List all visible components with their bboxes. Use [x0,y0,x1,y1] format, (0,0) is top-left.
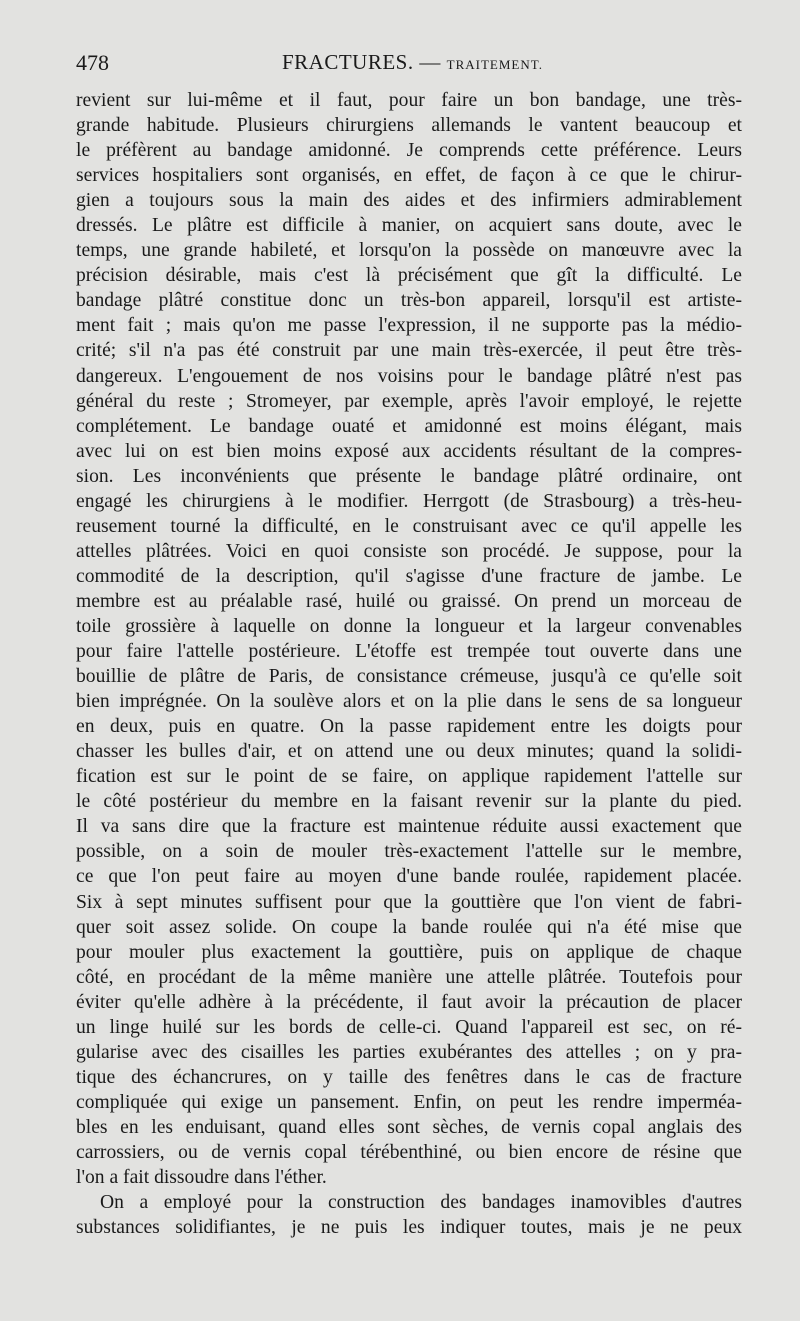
text-line: membre est au préalable rasé, huilé ou graissé. On prend un morceau de [76,590,742,612]
title-separator: — [419,50,441,74]
running-title [282,50,543,75]
text-line: bles en les enduisant, quand elles sont sèches, de vernis copal anglais des [76,1116,742,1138]
text-line: bouillie de plâtre de Paris, de consistance crémeuse, jusqu'à ce qu'elle soit [76,666,742,688]
text-line: attelles plâtrées. Voici en quoi consiste son procédé. Je suppose, pour la [76,540,742,562]
text-line: crité; s'il n'a pas été construit par une main très-exercée, il peut être très- [76,340,742,362]
text-line: toile grossière à laquelle on donne la longueur et la largeur convenables [76,615,742,637]
text-line: un linge huilé sur les bords de celle-ci. Quand l'appareil est sec, on ré- [76,1016,742,1038]
text-line: ce que l'on peut faire au moyen d'une bande roulée, rapidement placée. [76,866,742,888]
text-line: ment fait ; mais qu'on me passe l'expression, il ne supporte pas la médio- [76,315,742,337]
section-subtitle: TRAITEMENT. [446,57,543,72]
text-line: pour mouler plus exactement la gouttière, puis on applique de chaque [76,941,742,963]
text-line: Il va sans dire que la fracture est maintenue réduite aussi exactement que [76,816,742,838]
text-line: pour faire l'attelle postérieure. L'étoffe est trempée tout ouverte dans une [76,641,742,663]
running-header [76,46,742,78]
text-line: le côté postérieur du membre en la faisant revenir sur la plante du pied. [76,791,742,813]
text-line: temps, une grande habileté, et lorsqu'on la possède on manœuvre avec la [76,240,742,262]
text-line: bien imprégnée. On la soulève alors et on la plie dans le sens de sa longueur [76,691,742,713]
text-line: gularise avec des cisailles les parties exubérantes des attelles ; on y pra- [76,1041,742,1063]
text-line: avec lui on est bien moins exposé aux accidents résultant de la compres- [76,440,742,462]
text-line: services hospitaliers sont organisés, en effet, de façon à ce que le chirur- [76,165,742,187]
text-line: chasser les bulles d'air, et on attend une ou deux minutes; quand la solidi- [76,741,742,763]
text-line: gien a toujours sous la main des aides et des infirmiers admirablement [76,190,742,212]
text-line: dressés. Le plâtre est difficile à manier, on acquiert sans doute, avec le [76,215,742,237]
text-line: substances solidifiantes, je ne puis les indiquer toutes, mais je ne peux [76,1217,742,1239]
text-line: compliquée qui exige un pansement. Enfin, on peut les rendre imperméa- [76,1091,742,1113]
text-line: côté, en procédant de la même manière une attelle plâtrée. Toutefois pour [76,966,742,988]
text-line: bandage plâtré constitue donc un très-bon appareil, lorsqu'il est artiste- [76,290,742,312]
text-line: le préfèrent au bandage amidonné. Je comprends cette préférence. Leurs [76,140,742,162]
text-line: général du reste ; Stromeyer, par exemple, après l'avoir employé, le rejette [76,390,742,412]
text-line: complétement. Le bandage ouaté et amidonné est moins élégant, mais [76,415,742,437]
text-line: l'on a fait dissoudre dans l'éther. [76,1167,327,1189]
text-line: éviter qu'elle adhère à la précédente, il faut avoir la précaution de placer [76,991,742,1013]
chapter-title: FRACTURES. [282,50,414,74]
text-line: On a employé pour la construction des bandages inamovibles d'autres [100,1192,742,1214]
text-line: dangereux. L'engouement de nos voisins pour le bandage plâtré n'est pas [76,365,742,387]
text-line: sion. Les inconvénients que présente le bandage plâtré ordinaire, ont [76,465,742,487]
page-number: 478 [76,50,109,75]
text-line: revient sur lui-même et il faut, pour faire un bon bandage, une très- [76,90,742,111]
text-line: grande habitude. Plusieurs chirurgiens allemands le vantent beaucoup et [76,115,742,137]
text-line: quer soit assez solide. On coupe la bande roulée qui n'a été mise que [76,916,742,938]
text-line: commodité de la description, qu'il s'agisse d'une fracture de jambe. Le [76,565,742,587]
text-line: précision désirable, mais c'est là précisément que gît la difficulté. Le [76,265,742,287]
text-line: engagé les chirurgiens à le modifier. Herrgott (de Strasbourg) a très-heu- [76,490,742,512]
text-line: en deux, puis en quatre. On la passe rapidement entre les doigts pour [76,716,742,738]
text-line: carrossiers, ou de vernis copal térébenthiné, ou bien encore de résine que [76,1141,742,1163]
text-line: tique des échancrures, on y taille des fenêtres dans le cas de fracture [76,1066,742,1088]
text-line: reusement tourné la difficulté, en le construisant avec ce qu'il appelle les [76,515,742,537]
text-line: possible, on a soin de mouler très-exactement l'attelle sur le membre, [76,841,742,863]
body-text [76,88,742,1240]
text-line: fication est sur le point de se faire, on applique rapidement l'attelle sur [76,766,742,788]
text-line: Six à sept minutes suffisent pour que la gouttière que l'on vient de fabri- [76,891,742,913]
